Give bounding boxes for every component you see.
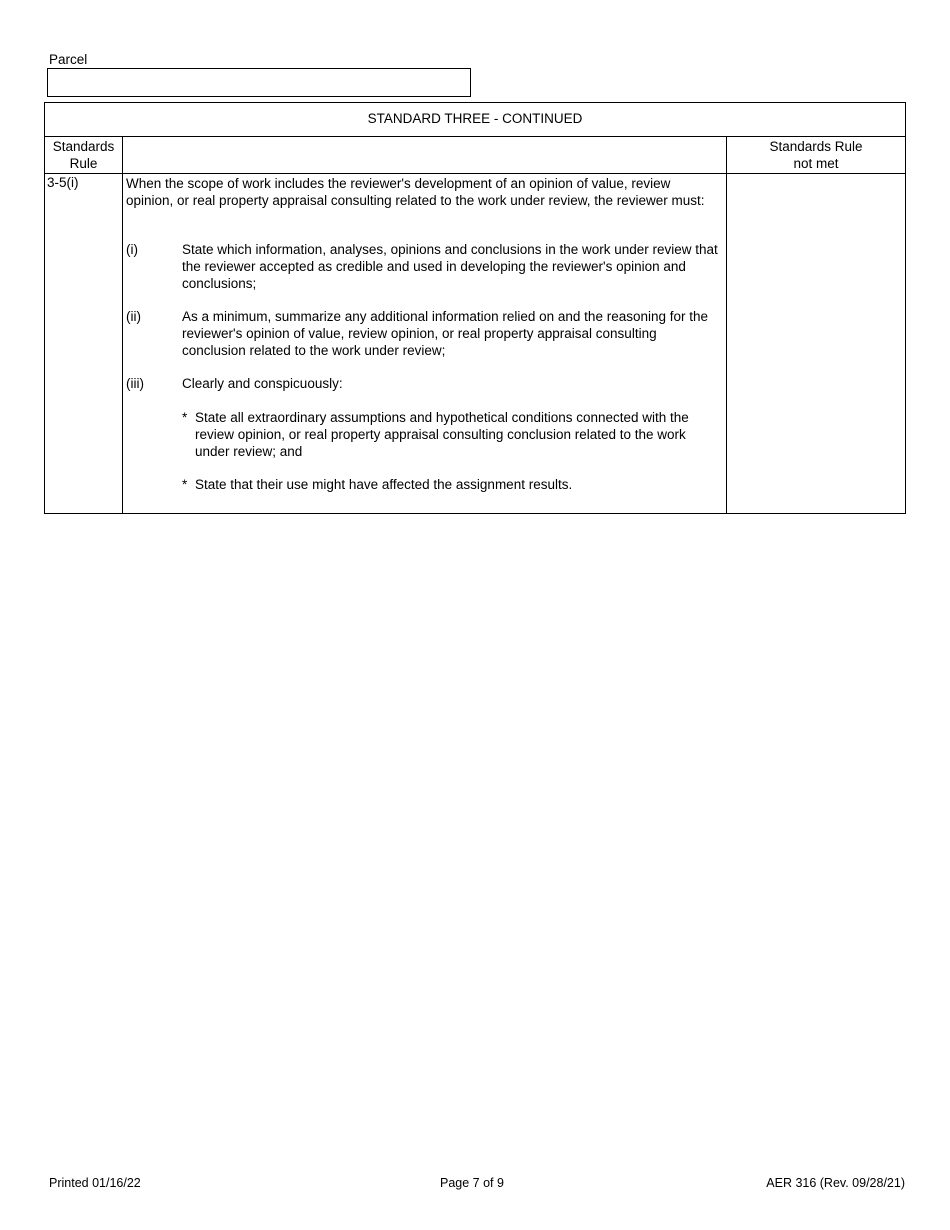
parcel-label: Parcel [49, 52, 88, 67]
rule-intro: When the scope of work includes the reviewer's development of an opinion of value, review opinion, or real property appraisal consulting related to the work under review, the reviewer must: [126, 176, 705, 208]
bullet-text: State all extraordinary assumptions and hypothetical conditions connected with the review opinion, or real property appraisal consulting conclusion related to the work under review; and [195, 410, 689, 459]
column-divider [122, 137, 123, 513]
item-text: Clearly and conspicuously: [182, 376, 343, 391]
item-number: (i) [126, 242, 138, 257]
item-number: (ii) [126, 309, 141, 324]
bullet-text: State that their use might have affected the assignment results. [195, 477, 573, 492]
standards-rule-header-line2: Rule [69, 156, 98, 171]
not-met-header-line2: not met [793, 156, 839, 171]
form-number: AER 316 (Rev. 09/28/21) [766, 1176, 905, 1190]
item-text: State which information, analyses, opinions and conclusions in the work under review that the reviewer accepted as credible and used in developing the reviewer's opinion and conclusions; [182, 242, 718, 291]
not-met-header [727, 137, 905, 173]
standards-rule-header-line1: Standards [52, 139, 115, 154]
column-divider [726, 137, 727, 513]
header-divider [45, 173, 905, 174]
bullet-star: * [182, 477, 188, 492]
standards-rule-header [45, 137, 122, 173]
item-text: As a minimum, summarize any additional information relied on and the reasoning for the reviewer's opinion of value, review opinion, or real property appraisal consulting conclusion related to the work under review; [182, 309, 709, 358]
bullet-star: * [182, 410, 188, 425]
printed-date: Printed 01/16/22 [49, 1176, 141, 1190]
parcel-field[interactable] [47, 68, 471, 97]
rule-id: 3-5(i) [47, 175, 79, 190]
not-met-header-line1: Standards Rule [769, 139, 863, 154]
page-number: Page 7 of 9 [440, 1176, 504, 1190]
item-number: (iii) [126, 376, 144, 391]
standards-form-table [44, 102, 906, 514]
section-title: STANDARD THREE - CONTINUED [45, 103, 905, 137]
